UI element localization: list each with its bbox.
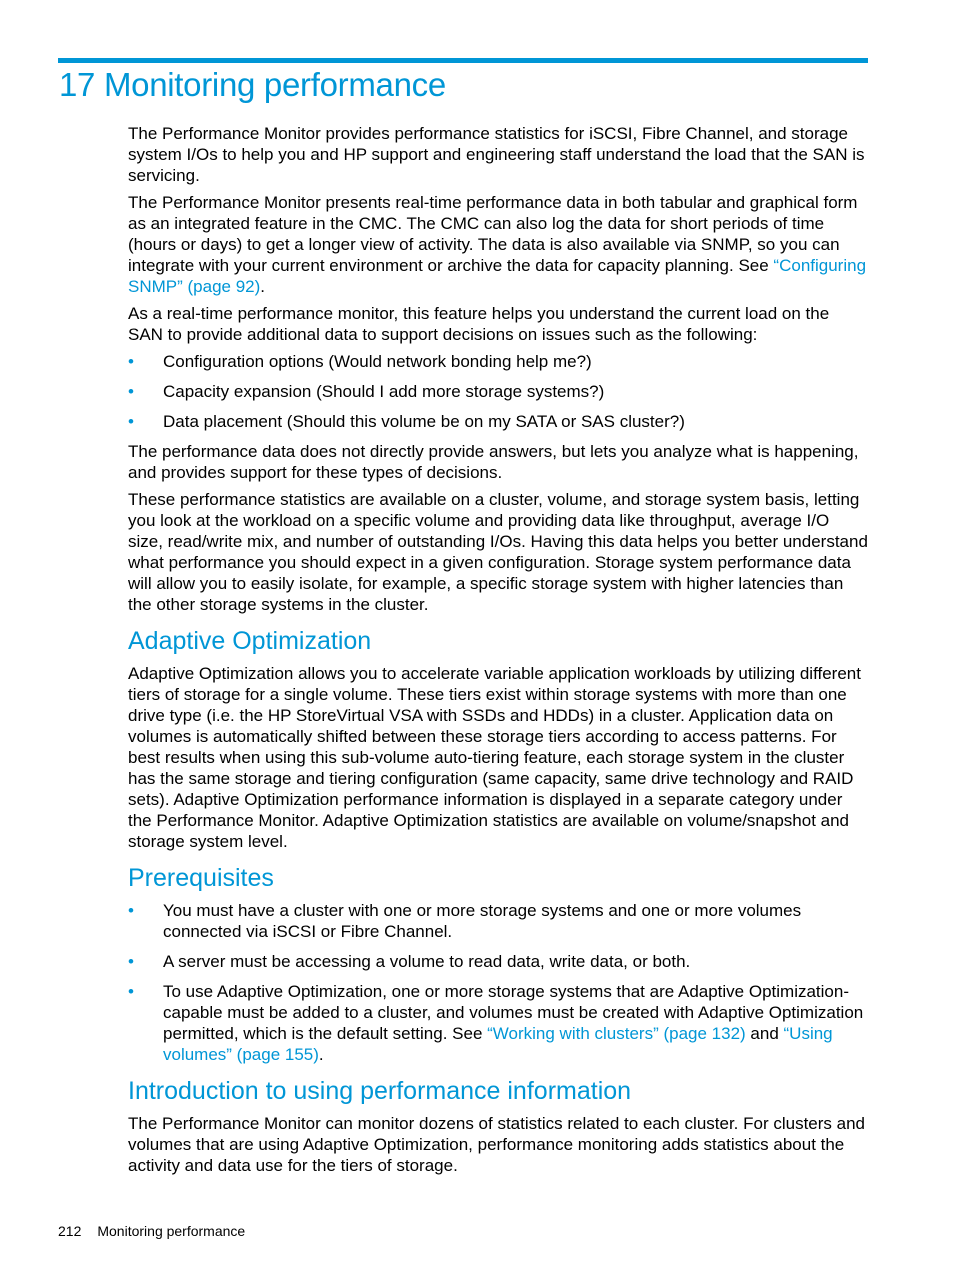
chapter-title: 17 Monitoring performance — [59, 66, 446, 103]
bullet-icon: • — [128, 382, 134, 401]
list-item-text: Data placement (Should this volume be on my SATA or SAS cluster?) — [163, 412, 685, 431]
bullet-icon: • — [128, 952, 134, 971]
footer-section-title: Monitoring performance — [97, 1223, 246, 1239]
page-number: 212 — [58, 1223, 82, 1239]
intro-paragraph-3: As a real-time performance monitor, this feature helps you understand the current load on the SAN to provide additional data to support decisions on issues such as the following: — [128, 304, 830, 344]
intro-paragraph-2 — [128, 192, 868, 297]
list-item — [128, 981, 868, 1065]
bullet-icon: • — [128, 352, 134, 371]
bullet-icon: • — [128, 901, 134, 920]
section-heading-introduction: Introduction to using performance information — [128, 1077, 632, 1105]
decision-list — [128, 351, 868, 432]
section-heading-prerequisites: Prerequisites — [128, 864, 274, 892]
prerequisites-list — [128, 900, 868, 1065]
page-body — [128, 123, 868, 1182]
introduction-paragraph: The Performance Monitor can monitor dozens of statistics related to each cluster. For clusters and volumes that are using Adaptive Optimization, performance monitoring adds statistics about the activity and data use for the tiers of storage. — [128, 1114, 866, 1175]
intro-paragraph-1: The Performance Monitor provides performance statistics for iSCSI, Fibre Channel, and storage system I/Os to help you and HP support and engineering staff understand the load that the SAN is servicing. — [128, 124, 865, 185]
list-item — [128, 351, 868, 372]
working-with-clusters-link[interactable]: “Working with clusters” (page 132) — [487, 1024, 746, 1043]
list-item — [128, 411, 868, 432]
configuring-snmp-link[interactable]: “Configuring SNMP” (page 92) — [128, 256, 867, 296]
intro-paragraph-4: The performance data does not directly provide answers, but lets you analyze what is happening, and provides support for these types of decisions. — [128, 442, 859, 482]
list-item — [128, 900, 868, 942]
list-item-text: A server must be accessing a volume to read data, write data, or both. — [163, 952, 691, 971]
using-volumes-link[interactable]: “Using volumes” (page 155) — [163, 1024, 833, 1064]
list-item-text: You must have a cluster with one or more storage systems and one or more volumes connected via iSCSI or Fibre Channel. — [163, 901, 802, 941]
intro-paragraph-5: These performance statistics are available on a cluster, volume, and storage system basis, letting you look at the workload on a specific volume and providing data like throughput, average I/O size, read/write mix, and number of outstanding I/Os. Having this data helps you better understand what performance you should expect in a given configuration. Storage system performance data will allow you to easily isolate, for example, a specific storage system with higher latencies than the other storage systems in the cluster. — [128, 490, 868, 614]
bullet-icon: • — [128, 412, 134, 431]
list-item-text: . — [318, 1045, 324, 1064]
section-heading-adaptive-optimization: Adaptive Optimization — [128, 627, 372, 655]
bullet-icon: • — [128, 982, 134, 1001]
page-footer — [58, 1222, 261, 1240]
list-item-text: To use Adaptive Optimization, one or more storage systems that are Adaptive Optimization-capable must be added to a cluster, and volumes must be created with Adaptive Optimization permitted, which is the default setting. See — [163, 982, 864, 1043]
list-item-text: Capacity expansion (Should I add more storage systems?) — [163, 382, 605, 401]
list-item — [128, 381, 868, 402]
list-item — [128, 951, 868, 972]
list-item-text: Configuration options (Would network bonding help me?) — [163, 352, 592, 371]
list-item-text: and — [745, 1024, 784, 1043]
adaptive-paragraph: Adaptive Optimization allows you to accelerate variable application workloads by utilizing different tiers of storage for a single volume. These tiers exist within storage systems with more than one drive type (i.e. the HP StoreVirtual VSA with SSDs and HDDs) in a cluster. Application data on volumes is automatically shifted between these storage tiers according to access patterns. For best results when using this sub-volume auto-tiering feature, each storage system in the cluster has the same storage and tiering configuration (same capacity, same drive technology and RAID sets). Adaptive Optimization performance information is displayed in a separate category under the Performance Monitor. Adaptive Optimization statistics are available on volume/snapshot and storage system level. — [128, 664, 861, 851]
intro-paragraph-2-end: . — [260, 277, 266, 296]
intro-paragraph-2-text: The Performance Monitor presents real-time performance data in both tabular and graphical form as an integrated feature in the CMC. The CMC can also log the data for short periods of time (hours or days) to get a longer view of activity. The data is also available via SNMP, so you can integrate with your current environment or archive the data for capacity planning. See — [128, 193, 858, 275]
